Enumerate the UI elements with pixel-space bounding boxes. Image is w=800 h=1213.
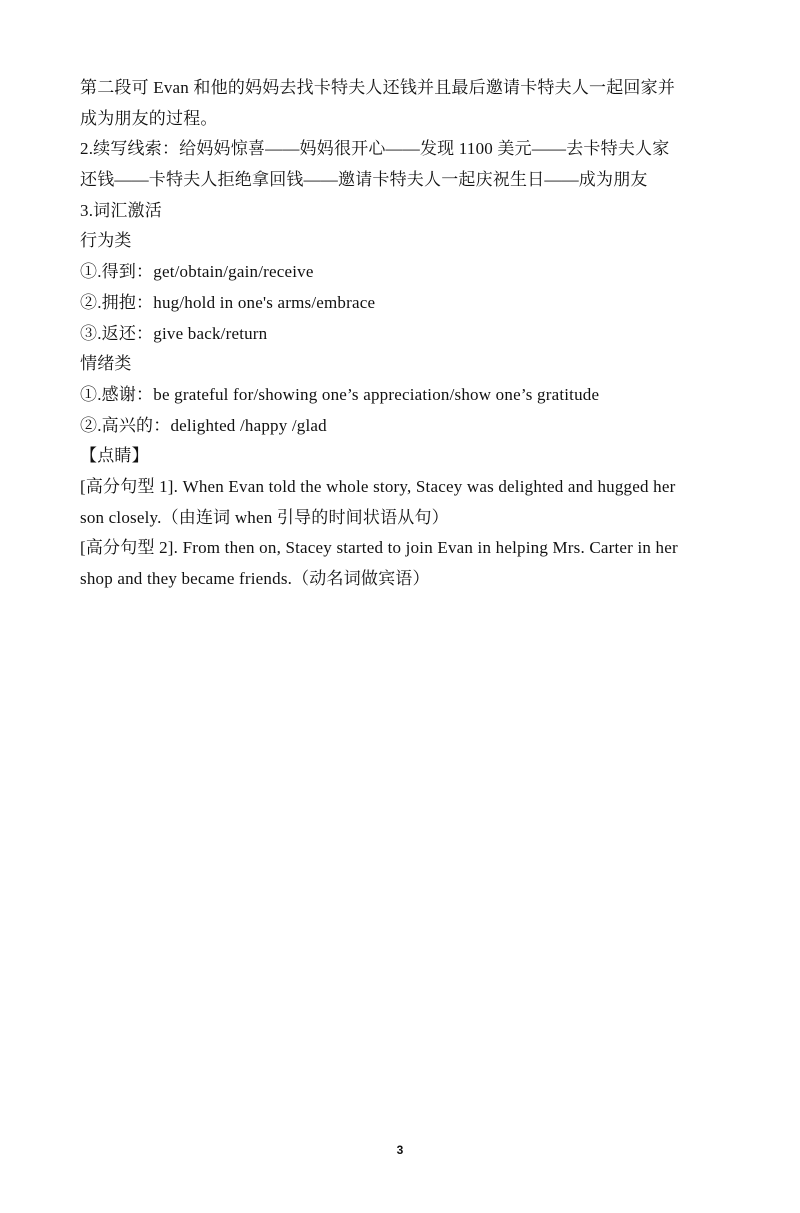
sentence-pattern-line: son closely.（由连词 when 引导的时间状语从句） (80, 507, 449, 527)
document-body (80, 73, 722, 595)
paragraph-line: 成为朋友的过程。 (80, 108, 218, 128)
vocab-item: ②.拥抱：hug/hold in one's arms/embrace (80, 292, 376, 312)
page-number: 3 (396, 1143, 404, 1157)
clue-line: 还钱——卡特夫人拒绝拿回钱——邀请卡特夫人一起庆祝生日——成为朋友 (80, 170, 648, 190)
sentence-pattern-line: [高分句型 1]. When Evan told the whole story, Stacey was delighted and hugged her (80, 476, 676, 496)
clue-line: 2.续写线索：给妈妈惊喜——妈妈很开心——发现 1100 美元——去卡特夫人家 (80, 139, 670, 159)
vocab-item: ①.感谢：be grateful for/showing one’s appreciation/show one’s gratitude (80, 384, 600, 404)
section-heading: 3.词汇激活 (80, 200, 162, 220)
vocab-item: ①.得到：get/obtain/gain/receive (80, 262, 314, 282)
section-heading: 【点睛】 (80, 446, 149, 466)
vocab-item: ②.高兴的：delighted /happy /glad (80, 415, 327, 435)
paragraph-line: 第二段可 Evan 和他的妈妈去找卡特夫人还钱并且最后邀请卡特夫人一起回家并 (80, 78, 676, 97)
category-label: 行为类 (80, 231, 132, 251)
sentence-pattern-line: shop and they became friends.（动名词做宾语） (80, 569, 430, 588)
vocab-item: ③.返还：give back/return (80, 323, 268, 343)
sentence-pattern-line: [高分句型 2]. From then on, Stacey started to join Evan in helping Mrs. Carter in her (80, 538, 678, 558)
category-label: 情绪类 (80, 354, 132, 374)
